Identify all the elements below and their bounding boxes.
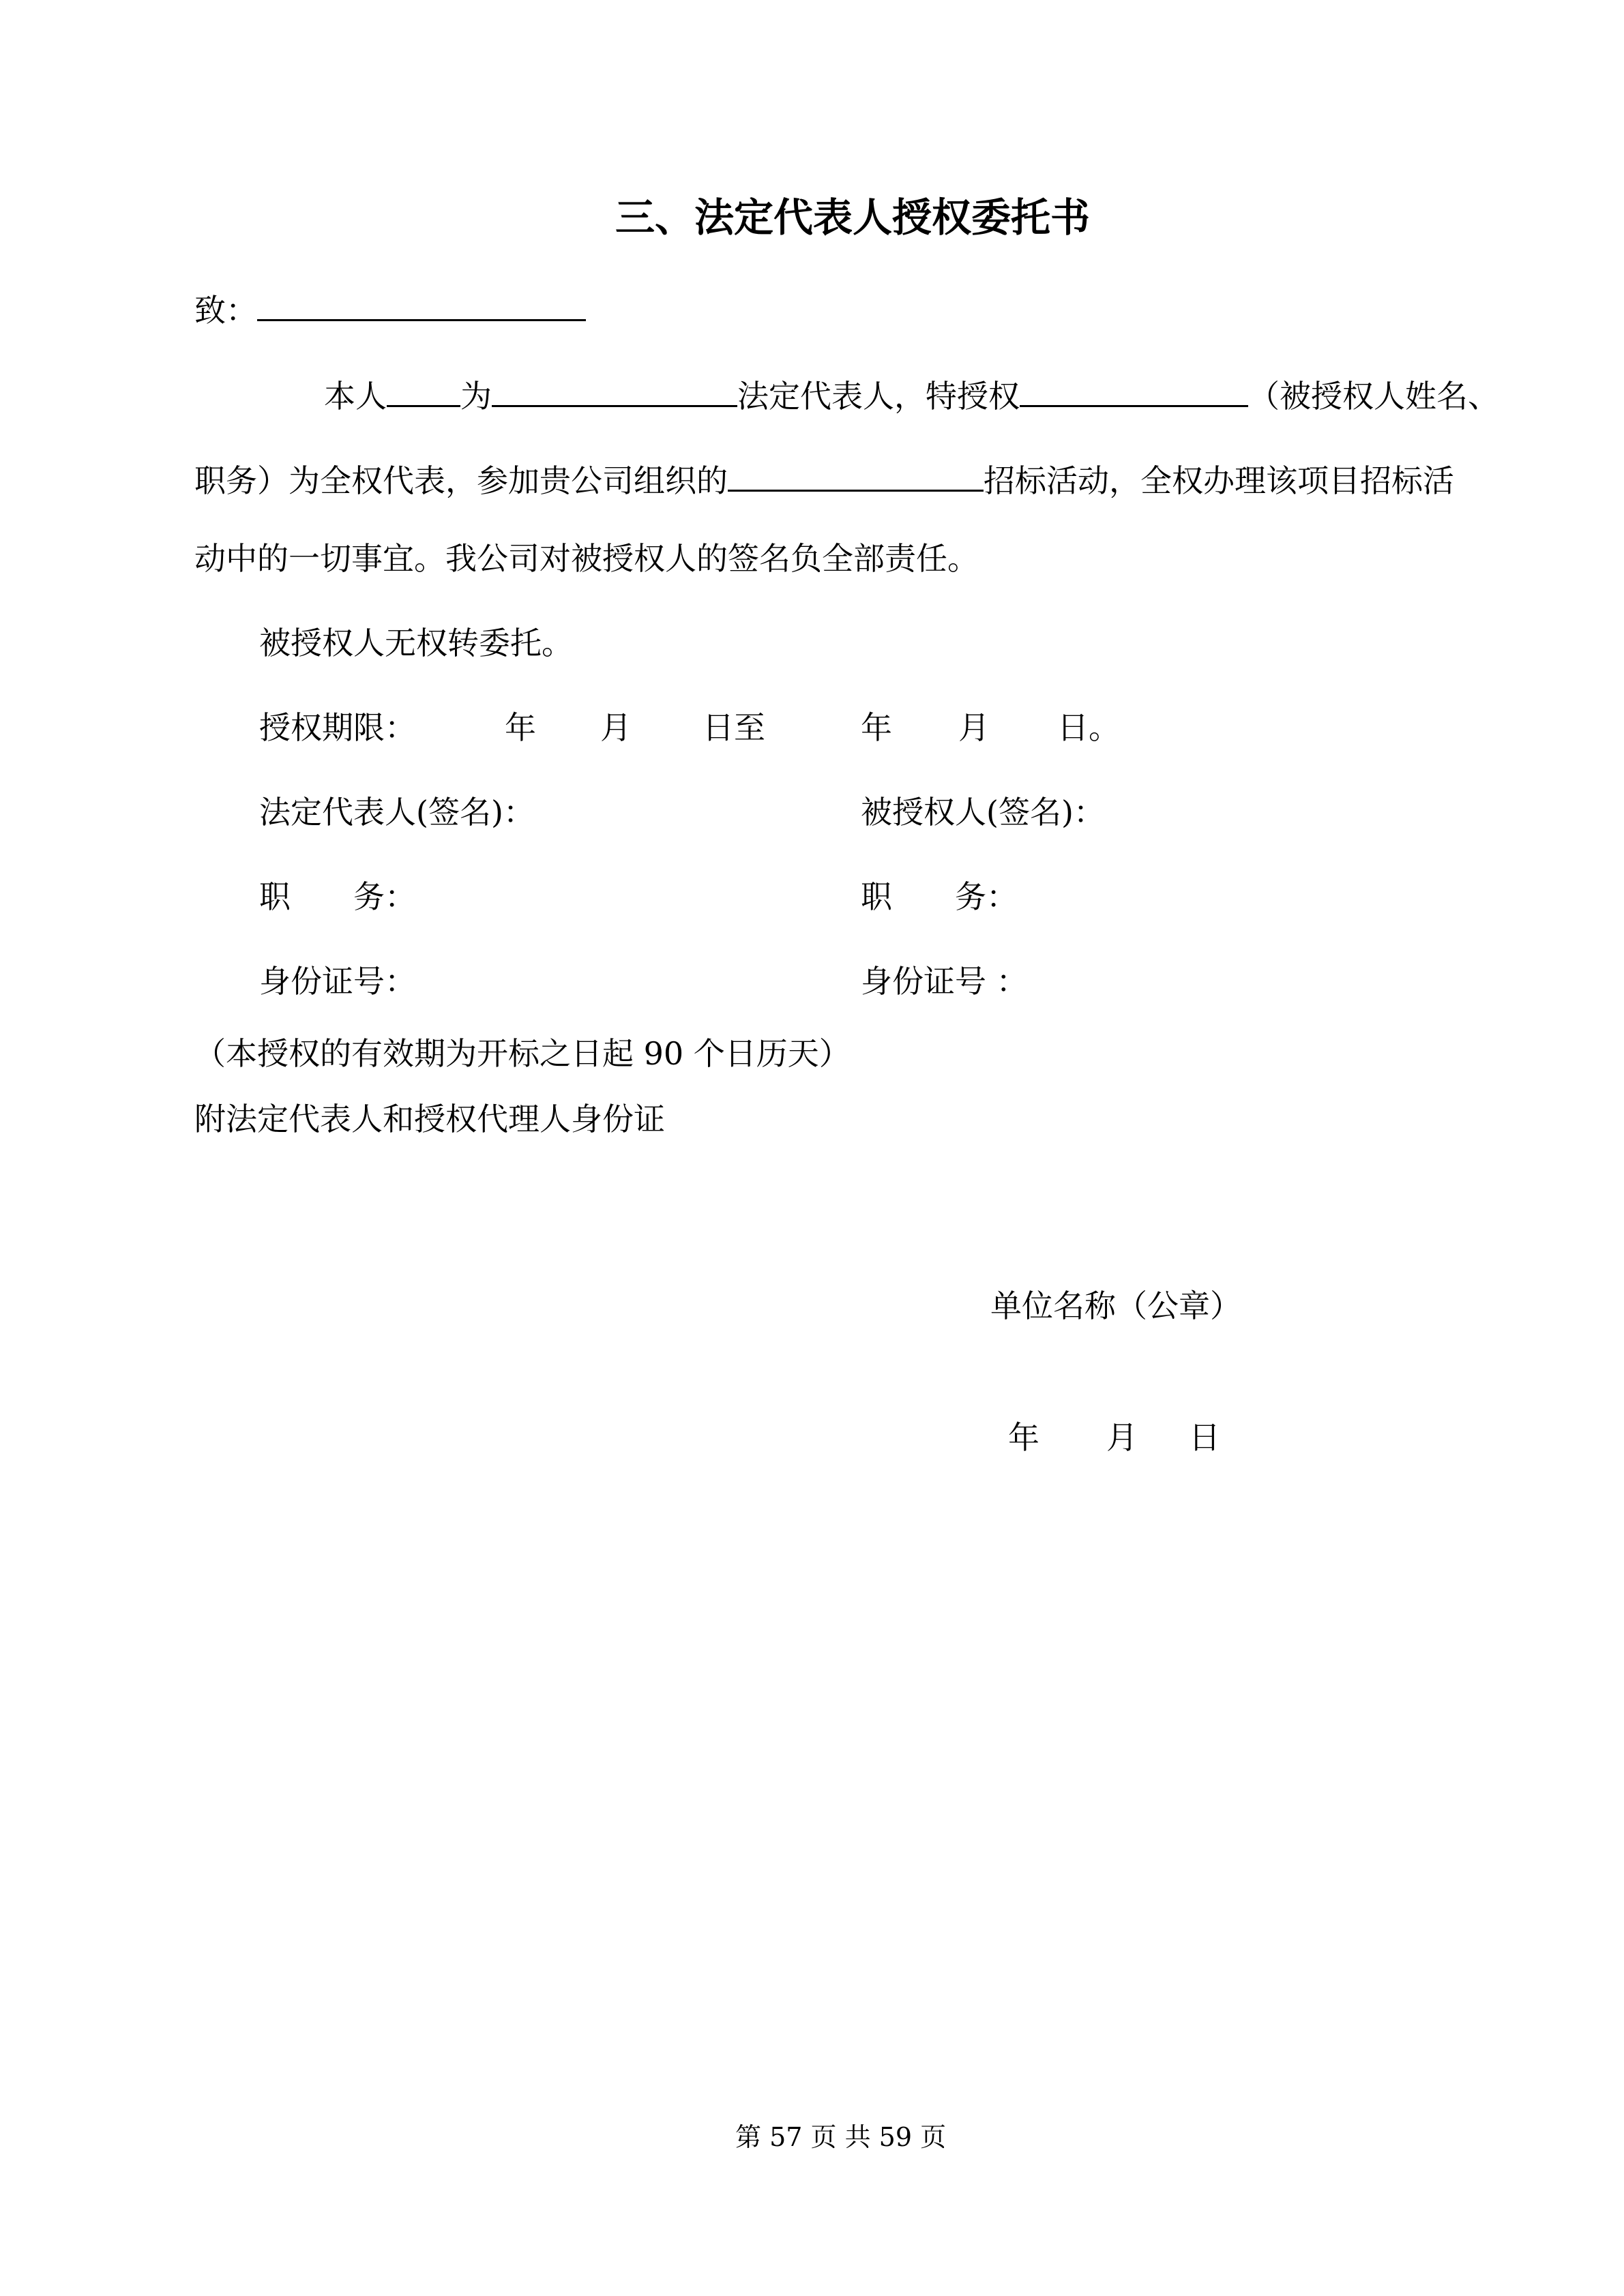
paragraph-line-3: 动中的一切事宜。我公司对被授权人的签名负全部责任。 [194,540,979,577]
period-day-2: 日。 [1057,709,1120,746]
attachment-note: 附法定代表人和授权代理人身份证 [194,1101,665,1137]
legal-rep-signature-label: 法定代表人(签名)： [259,794,535,831]
page-footer: 第 57 页 共 59 页 [735,2122,947,2152]
para1-text-c: 法定代表人，特授权 [737,378,1020,415]
authorized-signature-label: 被授权人(签名)： [861,794,1105,831]
para2-text-b: 招标活动，全权办理该项目招标活 [984,462,1454,499]
period-year-1: 年 [505,709,536,746]
addressee-blank[interactable] [257,288,586,321]
authorized-position-label: 职 务： [861,878,1018,915]
para1-text-b: 为 [460,378,492,415]
addressee-line [194,288,586,329]
seal-day: 日 [1189,1419,1220,1456]
legal-rep-id-label: 身份证号： [259,963,416,1000]
document-title: 三、法定代表人授权委托书 [615,194,1091,241]
para2-text-a: 职务）为全权代表，参加贵公司组织的 [194,462,728,499]
para1-text-a: 本人 [324,378,387,415]
seal-month: 月 [1106,1419,1138,1456]
principal-name-blank[interactable] [387,374,460,407]
authorized-id-label: 身份证号 ： [861,963,1028,1000]
company-seal-label: 单位名称（公章） [990,1287,1241,1324]
to-label: 致： [194,292,257,329]
validity-note: （本授权的有效期为开标之日起 90 个日历天） [194,1035,851,1072]
paragraph-line-1 [324,374,1499,415]
period-month-1: 月 [600,709,632,746]
period-day-to: 日至 [703,709,765,746]
period-label: 授权期限： [259,709,416,746]
period-year-2: 年 [861,709,892,746]
project-name-blank[interactable] [728,458,984,492]
no-sub-delegation-text: 被授权人无权转委托。 [259,625,573,661]
seal-year: 年 [1008,1419,1039,1456]
para1-text-d: （被授权人姓名、 [1248,378,1499,415]
paragraph-line-2 [194,458,1454,499]
company-name-blank[interactable] [492,374,737,407]
legal-rep-position-label: 职 务： [259,878,416,915]
period-month-2: 月 [958,709,990,746]
agent-name-blank[interactable] [1020,374,1248,407]
